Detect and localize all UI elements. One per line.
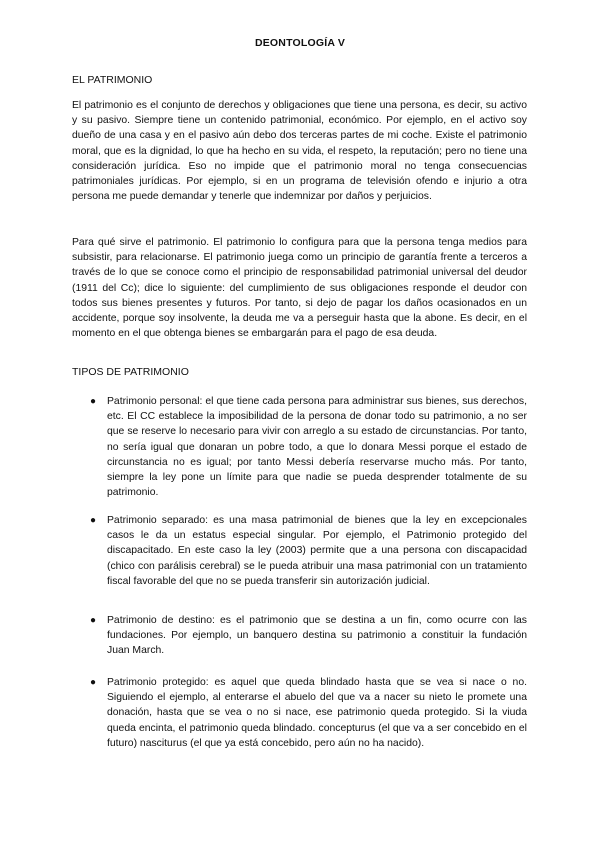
list-item-text: Patrimonio personal: el que tiene cada persona para administrar sus bienes, sus derechos, etc. El CC establece la imposibilidad de la persona de donar todo su patrimonio, a no ser que se reserve lo necesario para vivir con arreglo a su estado de circunstancias. Por tanto, no sería igual que donaran un pobre todo, a que lo donara Messi porque el estado de circunstancia no es igual; por tanto Messi debería reservarse mucho más. Por tanto, siempre la ley pone un límite para que nadie se pueda desprender totalmente de su patrimonio. bbox=[107, 396, 527, 499]
bullet-icon: ● bbox=[90, 396, 97, 407]
list-item-text: Patrimonio protegido: es aquel que queda blindado hasta que se vea si nace o no. Siguiendo el ejemplo, al enterarse el abuelo del que va a nacer su nieto le promete una donación, hasta que se vea o no si nace, ese patrimonio queda protegido. Si la viuda queda encinta, el patrimonio queda blindado. concepturus (el que va a ser concebido en el futuro) nasciturus (el que ya está concebido, pero aún no ha nacido). bbox=[107, 677, 527, 749]
list-item-text: Patrimonio de destino: es el patrimonio que se destina a un fin, como ocurre con las fundaciones. Por ejemplo, un banquero destina su patrimonio a constituir la fundación Juan March. bbox=[107, 615, 527, 657]
paragraph-purpose: Para qué sirve el patrimonio. El patrimonio lo configura para que la persona tenga medios para subsistir, para relacionarse. El patrimonio juega como un principio de garantía frente a terceros a través de lo que se conoce como el principio de responsabilidad patrimonial universal del deudor (1911 del Cc); dice lo siguiente: del cumplimiento de sus obligaciones responde el deudor con todos sus bienes presentes y futuros. Por tanto, si dejo de pagar los daños ocasionados en un accidente, porque soy insolvente, la deuda me va a perseguir hasta que la abone. Es decir, en el momento en el que obtenga bienes se embargarán para el pago de esa deuda. bbox=[72, 237, 527, 340]
document-title: DEONTOLOGÍA V bbox=[254, 37, 346, 49]
section-heading-patrimonio: EL PATRIMONIO bbox=[72, 74, 153, 86]
bullet-icon: ● bbox=[90, 615, 97, 626]
bullet-icon: ● bbox=[90, 677, 97, 688]
section-heading-tipos: TIPOS DE PATRIMONIO bbox=[72, 366, 189, 378]
list-item-text: Patrimonio separado: es una masa patrimonial de bienes que la ley en excepcionales casos le da un estatus especial singular. Por ejemplo, el Patrimonio protegido del discapacitado. En este caso la ley (2003) permite que a una persona con discapacidad (chico con parálisis cerebral) se le pueda atribuir una masa patrimonial con un tratamiento fiscal favorable del que no se pueda transferir sin autorización judicial. bbox=[107, 515, 527, 587]
bullet-icon: ● bbox=[90, 515, 97, 526]
paragraph-definition: El patrimonio es el conjunto de derechos y obligaciones que tiene una persona, es decir, su activo y su pasivo. Siempre tiene un contenido patrimonial, económico. Por ejemplo, en el activo soy dueño de una casa y en el pasivo aún debo dos terceras partes de mi coche. Existe el patrimonio moral, que es la dignidad, lo que ha hecho en su vida, el respeto, la reputación; pero no tiene una consideración jurídica. Eso no impide que el patrimonio moral no tenga consecuencias patrimoniales jurídicas. Por ejemplo, si en un programa de televisión ofendo e injurio a otra persona me puede demandar y tenerle que indemnizar por daños y perjuicios. bbox=[72, 100, 527, 203]
